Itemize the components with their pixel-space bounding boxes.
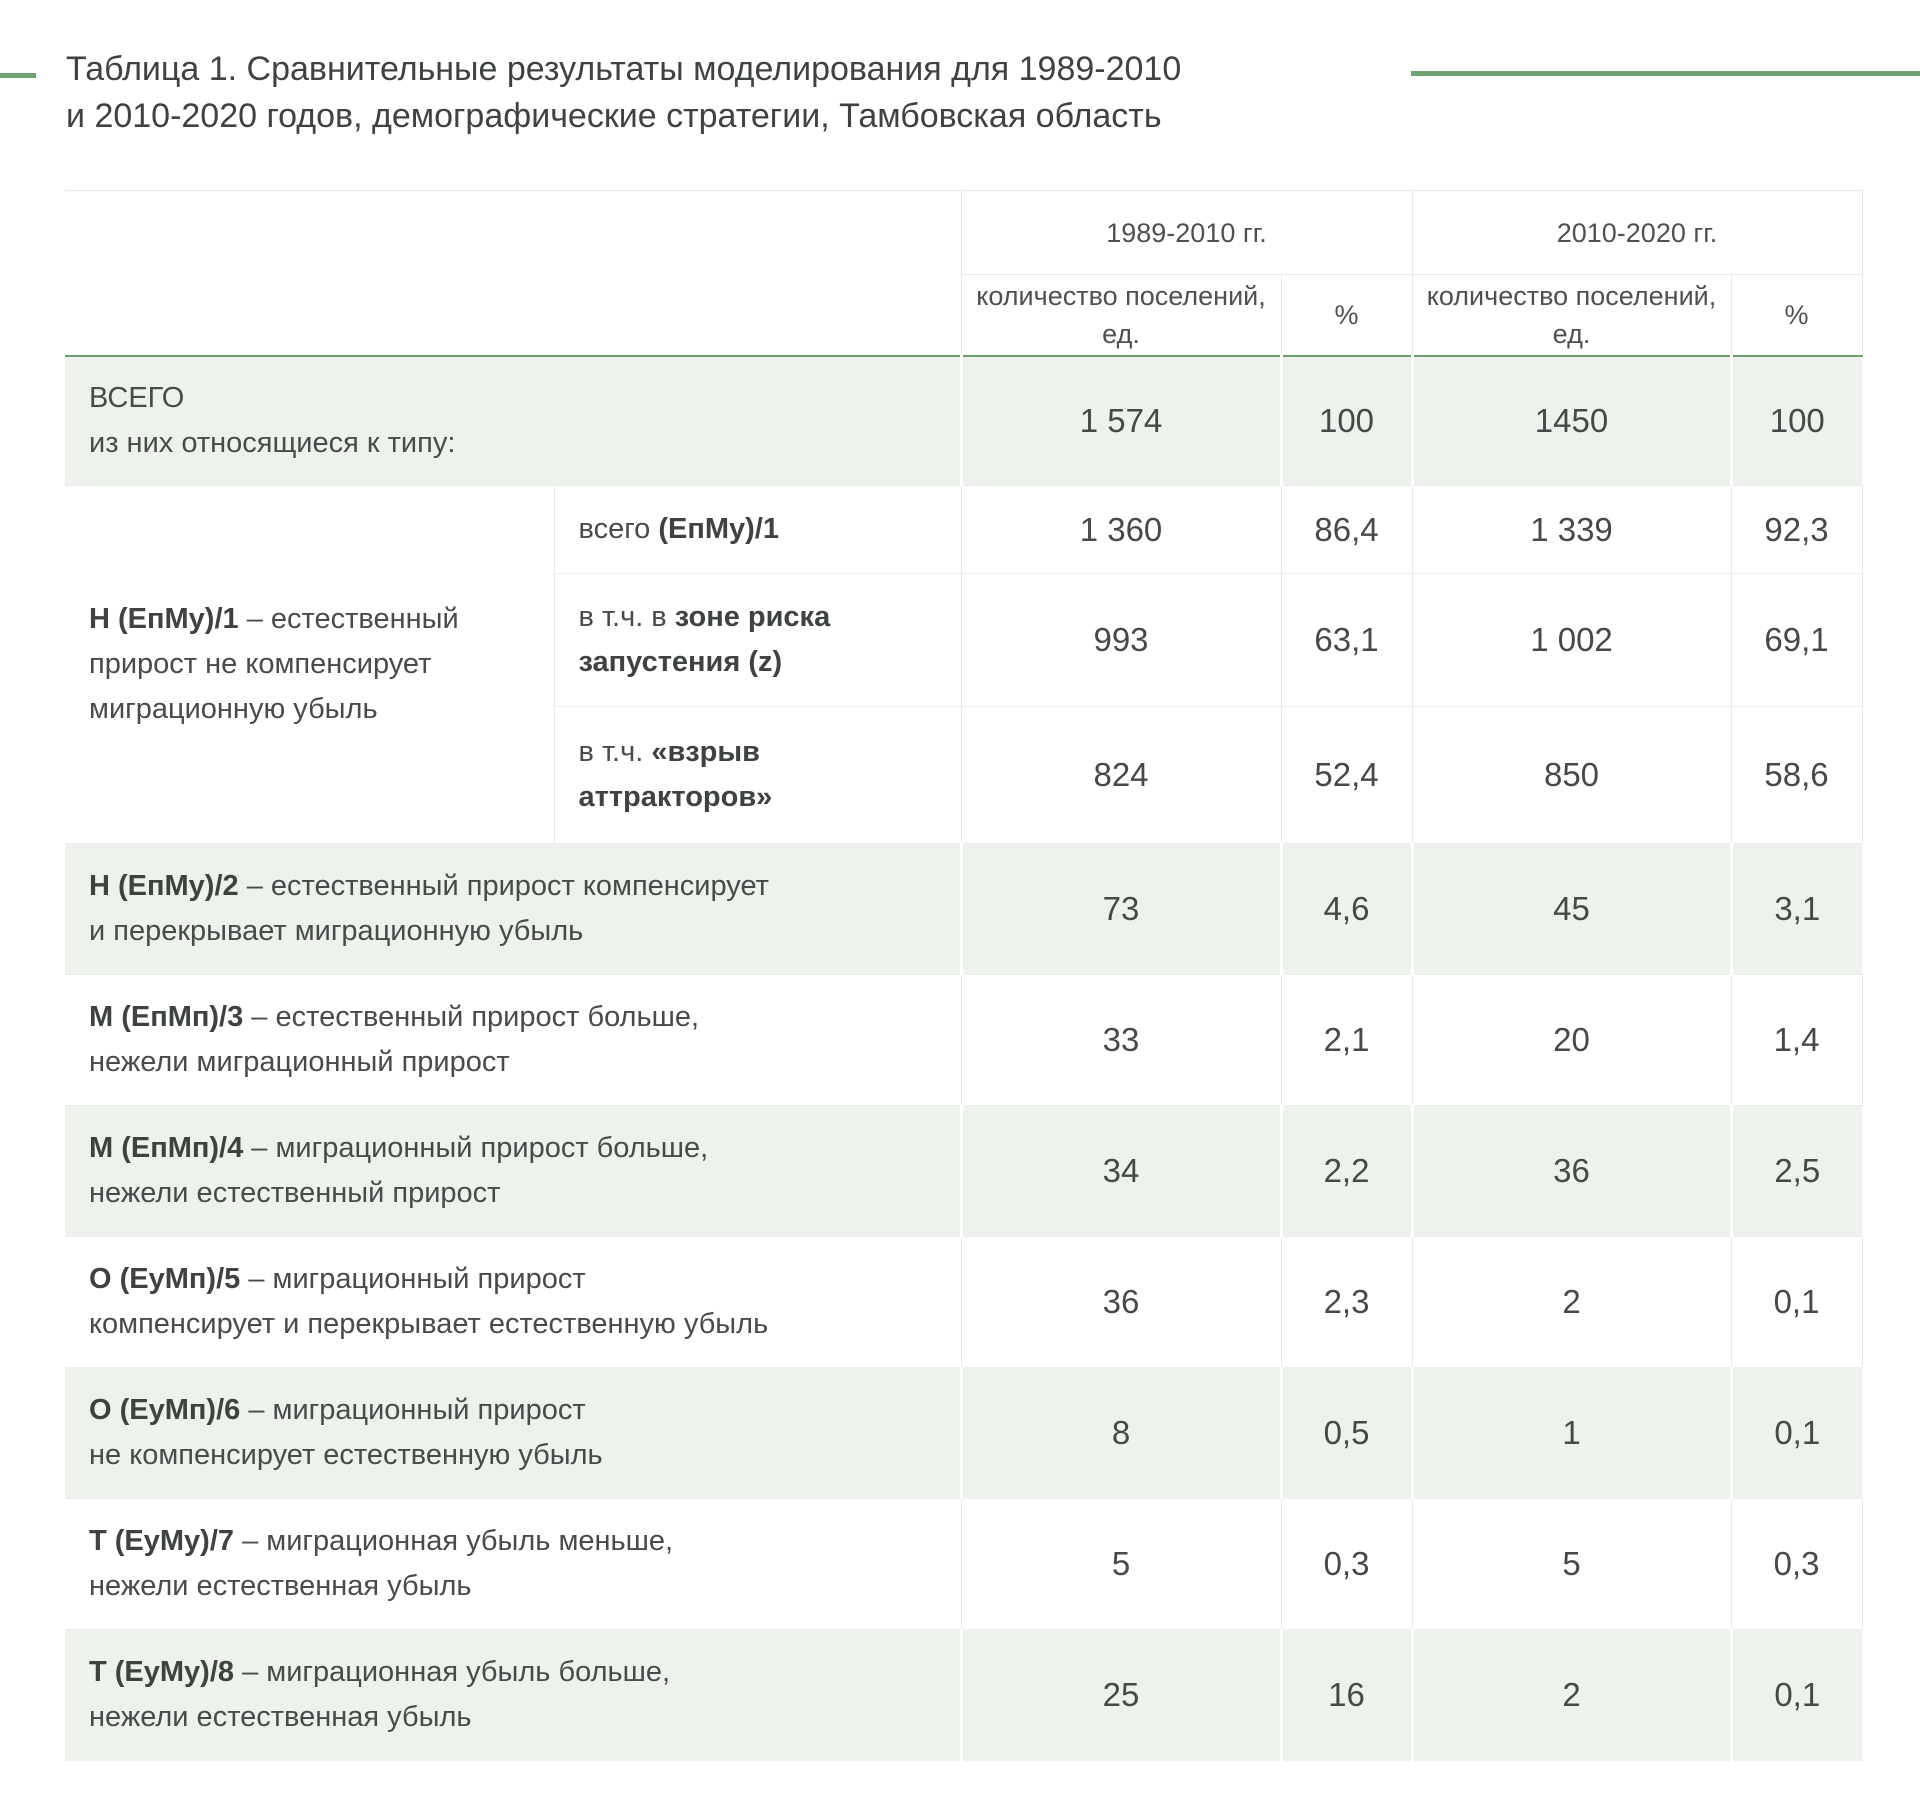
value-cell: 2,3 [1281, 1237, 1412, 1368]
value-cell: 2 [1412, 1630, 1731, 1761]
value-cell: 52,4 [1281, 707, 1412, 844]
row-type1-subrow-total [65, 486, 1862, 574]
subrow-label: всего (ЕпМу)/1 [554, 486, 961, 574]
value-cell: 1450 [1412, 356, 1731, 486]
row-label: Н (ЕпМу)/2 – естественный прирост компенсирует и перекрывает миграционную убыль [65, 844, 961, 975]
value-cell: 58,6 [1731, 707, 1862, 844]
value-cell: 0,3 [1281, 1499, 1412, 1630]
header-corner-cell [65, 191, 961, 356]
row-total [65, 356, 1862, 486]
value-cell: 69,1 [1731, 574, 1862, 707]
value-cell: 1 360 [961, 486, 1281, 574]
row-total-label [65, 356, 961, 486]
value-cell: 100 [1281, 356, 1412, 486]
value-cell: 20 [1412, 975, 1731, 1106]
title-accent-line-left [0, 73, 36, 78]
column-group-1989-2010: 1989-2010 гг. [961, 191, 1412, 275]
row-label: О (ЕуМп)/6 – миграционный прирост не компенсирует естественную убыль [65, 1368, 961, 1499]
value-cell: 63,1 [1281, 574, 1412, 707]
value-cell: 824 [961, 707, 1281, 844]
value-cell: 86,4 [1281, 486, 1412, 574]
row-type1-code: Н (ЕпМу)/1 [89, 603, 239, 635]
table-title [66, 46, 1181, 140]
value-cell: 1 002 [1412, 574, 1731, 707]
comparison-table [65, 190, 1863, 1761]
subrow-label: в т.ч. «взрыв аттракторов» [554, 707, 961, 844]
value-cell: 36 [961, 1237, 1281, 1368]
row-type4 [65, 1106, 1862, 1237]
value-cell: 0,1 [1731, 1368, 1862, 1499]
value-cell: 0,1 [1731, 1630, 1862, 1761]
row-total-label-line1: ВСЕГО [89, 381, 185, 414]
row-type6 [65, 1368, 1862, 1499]
value-cell: 2,2 [1281, 1106, 1412, 1237]
title-accent-line-right [1411, 71, 1920, 76]
title-line-1: Таблица 1. Сравнительные результаты моделирования для 1989-2010 [66, 50, 1182, 88]
row-label: М (ЕпМп)/3 – естественный прирост больше, нежели миграционный прирост [65, 975, 961, 1106]
value-cell: 3,1 [1731, 844, 1862, 975]
value-cell: 8 [961, 1368, 1281, 1499]
value-cell: 36 [1412, 1106, 1731, 1237]
value-cell: 850 [1412, 707, 1731, 844]
value-cell: 0,3 [1731, 1499, 1862, 1630]
value-cell: 5 [961, 1499, 1281, 1630]
value-cell: 2,5 [1731, 1106, 1862, 1237]
value-cell: 2,1 [1281, 975, 1412, 1106]
row-type3 [65, 975, 1862, 1106]
value-cell: 16 [1281, 1630, 1412, 1761]
row-label: Т (ЕуМу)/7 – миграционная убыль меньше, нежели естественная убыль [65, 1499, 961, 1630]
row-type8 [65, 1630, 1862, 1761]
value-cell: 33 [961, 975, 1281, 1106]
subheader-percent-1989: % [1281, 275, 1412, 356]
subheader-count-2010: количество поселений, ед. [1412, 275, 1731, 356]
value-cell: 1,4 [1731, 975, 1862, 1106]
value-cell: 100 [1731, 356, 1862, 486]
row-label: О (ЕуМп)/5 – миграционный прирост компенсирует и перекрывает естественную убыль [65, 1237, 961, 1368]
subheader-percent-2010: % [1731, 275, 1862, 356]
row-type1-label [65, 486, 554, 844]
row-label: Т (ЕуМу)/8 – миграционная убыль больше, нежели естественная убыль [65, 1630, 961, 1761]
header-group-row [65, 191, 1862, 275]
value-cell: 993 [961, 574, 1281, 707]
row-type1-description: – естественный прирост не компенсирует миграционную убыль [89, 603, 459, 725]
value-cell: 25 [961, 1630, 1281, 1761]
row-total-label-line2: из них относящиеся к типу: [89, 426, 456, 459]
title-line-2: и 2010-2020 годов, демографические стратегии, Тамбовская область [66, 97, 1162, 135]
row-type5 [65, 1237, 1862, 1368]
column-group-2010-2020: 2010-2020 гг. [1412, 191, 1862, 275]
value-cell: 1 [1412, 1368, 1731, 1499]
value-cell: 4,6 [1281, 844, 1412, 975]
subrow-label: в т.ч. в зоне риска запустения (z) [554, 574, 961, 707]
subheader-count-1989: количество поселений, ед. [961, 275, 1281, 356]
row-label: М (ЕпМп)/4 – миграционный прирост больше, нежели естественный прирост [65, 1106, 961, 1237]
value-cell: 1 339 [1412, 486, 1731, 574]
value-cell: 2 [1412, 1237, 1731, 1368]
value-cell: 5 [1412, 1499, 1731, 1630]
value-cell: 0,5 [1281, 1368, 1412, 1499]
value-cell: 34 [961, 1106, 1281, 1237]
value-cell: 1 574 [961, 356, 1281, 486]
value-cell: 0,1 [1731, 1237, 1862, 1368]
value-cell: 73 [961, 844, 1281, 975]
value-cell: 45 [1412, 844, 1731, 975]
value-cell: 92,3 [1731, 486, 1862, 574]
row-type7 [65, 1499, 1862, 1630]
row-type2 [65, 844, 1862, 975]
